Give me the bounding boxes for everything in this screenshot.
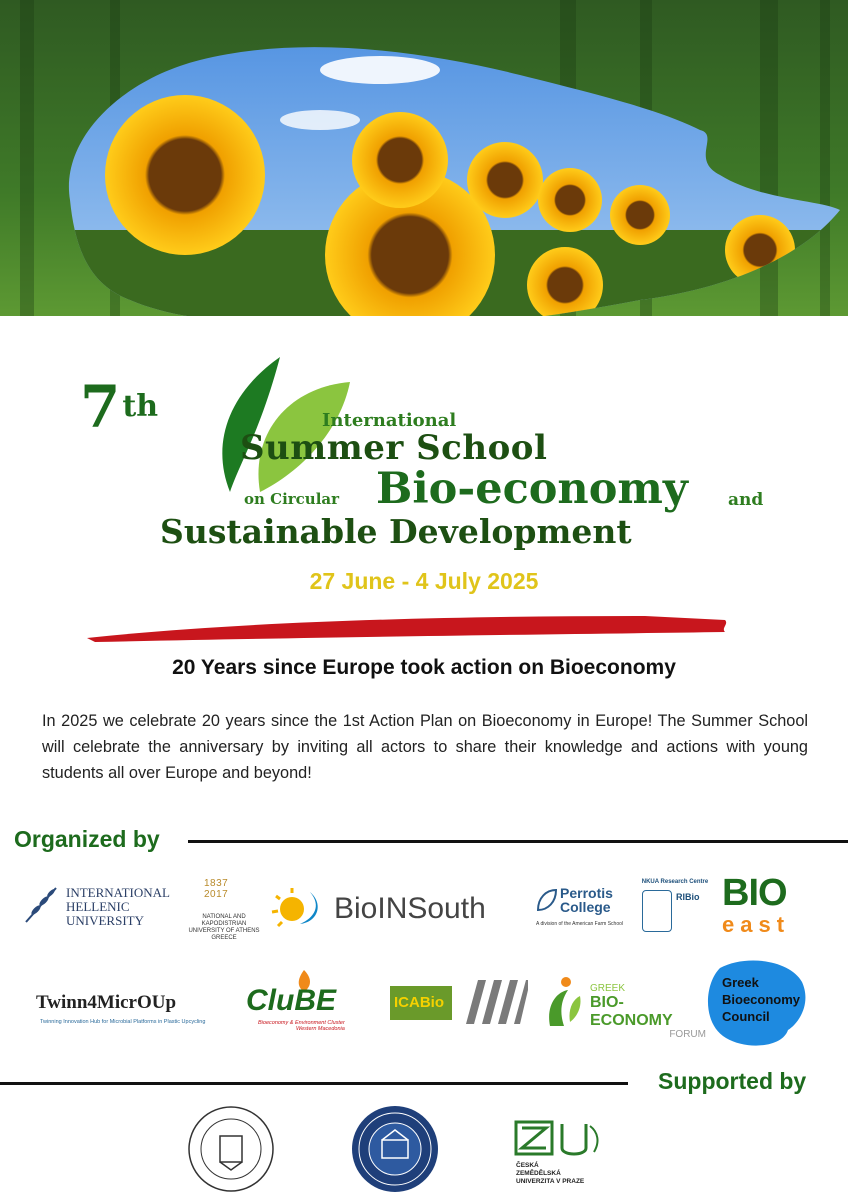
edition-number: 7th xyxy=(80,373,159,441)
logo-perrotis xyxy=(536,886,626,930)
logo-greek-bioeconomy-forum xyxy=(546,976,706,1040)
logo-clube xyxy=(246,970,370,1034)
bioinsouth-text: BioINSouth xyxy=(334,892,486,925)
bioeast-bottom: east xyxy=(722,912,791,937)
perrotis-sub: A division of the American Farm School xyxy=(536,921,623,927)
title-sustainable-development: Sustainable Development xyxy=(160,512,632,551)
nkua-line4: GREECE xyxy=(211,935,237,941)
gbc-line1: Greek xyxy=(722,975,759,990)
owl-icon xyxy=(642,890,672,932)
czu-emblem xyxy=(512,1118,604,1162)
czu-line2: ZEMĚDĚLSKÁ xyxy=(516,1170,561,1177)
intro-paragraph: In 2025 we celebrate 20 years since the 1st Action Plan on Bioeconomy in Europe! The Summer School will celebrate the anniversary by inviting all actors to share their knowledge and actions with young students all over Europe and beyond! xyxy=(42,712,808,782)
logo-czu xyxy=(512,1118,604,1190)
headline: 20 Years since Europe took action on Bioeconomy xyxy=(172,656,676,679)
olive-branch-icon xyxy=(22,882,62,926)
gbf-line3: FORUM xyxy=(669,1029,706,1040)
ihu-line3: UNIVERSITY xyxy=(66,913,144,928)
logo-ihu xyxy=(22,882,182,932)
nkua-line1: NATIONAL AND xyxy=(202,914,246,920)
twinn-sub: Twinning Innovation Hub for Microbial Platforms in Plastic Upcycling xyxy=(40,1019,206,1025)
logo-bioinsouth xyxy=(270,884,510,934)
seal-osijek xyxy=(186,1104,276,1194)
supported-divider xyxy=(0,1082,628,1085)
organized-by-label: Organized by xyxy=(14,826,160,852)
edition-suffix: th xyxy=(122,389,159,424)
czu-line1: ČESKÁ xyxy=(516,1162,539,1169)
seal-zagreb xyxy=(350,1104,440,1194)
supported-by-label: Supported by xyxy=(658,1068,807,1094)
event-dates: 27 June - 4 July 2025 xyxy=(309,568,539,594)
twinn-text: Twinn4MicrOUp xyxy=(36,992,177,1013)
title-international: International xyxy=(322,410,457,431)
leaf-icon xyxy=(536,888,558,912)
ribio-centre: NKUA Research Centre xyxy=(641,879,709,885)
ihu-line1: INTERNATIONAL xyxy=(66,885,170,900)
logo-ribio xyxy=(640,878,710,940)
gbc-line3: Council xyxy=(722,1009,770,1024)
sun-wave-icon xyxy=(270,884,328,934)
title-bioeconomy: Bio-economy xyxy=(376,464,688,514)
clube-sub1: Bioeconomy & Environment Cluster xyxy=(258,1020,345,1026)
perrotis-line2: College xyxy=(560,899,611,915)
gbc-line2: Bioeconomy xyxy=(722,992,801,1007)
logo-twinn4microup xyxy=(36,978,221,1028)
hero-sunflower-image xyxy=(0,0,848,340)
stripes-icon xyxy=(452,980,528,1024)
nkua-line3: UNIVERSITY OF ATHENS xyxy=(188,928,260,934)
leaf-person-icon xyxy=(546,976,584,1028)
gbf-line2: BIO-ECONOMY xyxy=(590,994,673,1029)
ihu-line2: HELLENIC xyxy=(66,899,130,914)
ribio-text: RIBio xyxy=(676,892,700,902)
red-brush-stroke xyxy=(85,612,730,644)
nkua-years: 1837 2017 xyxy=(204,878,229,900)
title-and: and xyxy=(728,490,764,510)
icabio-text: ICABio xyxy=(394,994,444,1011)
title-summer-school: Summer School xyxy=(240,428,548,468)
bioeast-top: BIO xyxy=(722,872,787,914)
logo-icabio xyxy=(390,980,528,1024)
organized-divider xyxy=(188,840,848,843)
nkua-line2: KAPODISTRIAN xyxy=(201,921,247,927)
clube-text: CluBE xyxy=(246,984,336,1017)
czu-line3: UNIVERZITA V PRAZE xyxy=(516,1178,585,1185)
clube-sub2: Western Macedonia xyxy=(296,1026,345,1032)
gbf-line1: GREEK xyxy=(590,983,626,994)
logo-greek-bioeconomy-council xyxy=(706,958,810,1050)
logo-nkua xyxy=(188,878,260,944)
logo-bioeast xyxy=(722,874,822,944)
perrotis-line1: Perrotis xyxy=(560,885,613,901)
title-on-circular: on Circular xyxy=(244,490,340,508)
